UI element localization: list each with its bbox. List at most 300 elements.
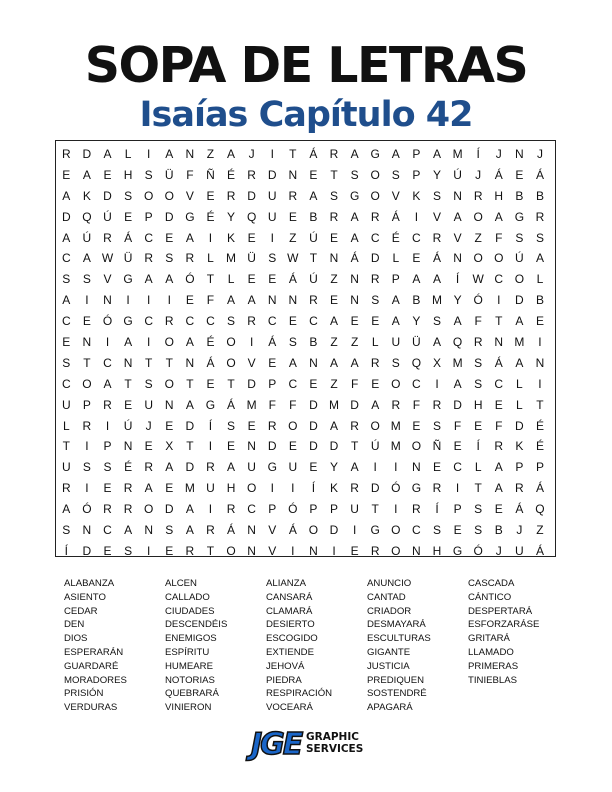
grid-cell: A — [515, 314, 524, 329]
grid-cell: P — [412, 147, 421, 161]
grid-cell: O — [473, 251, 483, 266]
grid-cell: C — [288, 376, 298, 391]
grid-cell: D — [329, 439, 339, 454]
grid-cell: Á — [494, 167, 503, 182]
grid-cell: Z — [536, 523, 544, 538]
grid-cell: T — [62, 439, 70, 454]
grid-cell: Í — [476, 147, 480, 161]
grid-cell: V — [247, 355, 256, 370]
grid-cell: C — [185, 314, 195, 329]
grid-cell: D — [267, 167, 277, 182]
grid-cell: C — [267, 314, 277, 329]
grid-cell: U — [61, 460, 71, 475]
grid-cell: I — [85, 481, 89, 496]
grid-cell: A — [103, 376, 112, 391]
grid-cell: P — [268, 502, 277, 517]
grid-cell: G — [452, 543, 463, 558]
word-list-item: ASIENTO — [64, 591, 106, 603]
grid-cell: I — [270, 481, 274, 496]
grid-cell: J — [475, 167, 482, 182]
grid-cell: S — [124, 543, 133, 558]
grid-cell: E — [453, 523, 462, 538]
grid-cell: U — [350, 502, 359, 517]
grid-cell: A — [62, 293, 71, 308]
grid-cell: R — [288, 188, 298, 203]
grid-cell: Ó — [391, 481, 401, 496]
word-list-item: ENEMIGOS — [165, 633, 217, 645]
grid-cell: D — [515, 418, 524, 433]
grid-cell: I — [455, 481, 460, 496]
grid-cell: D — [247, 376, 256, 391]
grid-cell: Á — [227, 397, 236, 412]
grid-cell: S — [227, 418, 236, 433]
grid-cell: I — [147, 293, 151, 308]
word-list-item: DESPERTARÁ — [468, 605, 533, 617]
grid-cell: K — [330, 481, 339, 496]
grid-cell: F — [495, 418, 503, 433]
grid-cell: O — [246, 481, 257, 496]
grid-cell: T — [124, 376, 132, 391]
word-list-item: MORADORES — [64, 674, 127, 686]
grid-cell: L — [62, 418, 70, 433]
logo-line-1: GRAPHIC — [306, 731, 359, 743]
grid-cell: A — [185, 397, 194, 412]
grid-cell: U — [515, 543, 524, 558]
grid-cell: Ñ — [432, 439, 442, 454]
grid-cell: E — [453, 439, 462, 454]
grid-cell: R — [473, 335, 483, 350]
grid-cell: Ü — [412, 335, 421, 350]
grid-cell: S — [288, 335, 297, 350]
grid-cell: É — [206, 209, 215, 224]
grid-cell: Í — [64, 543, 68, 558]
word-list-item: ALCEN — [165, 578, 197, 589]
grid-cell: A — [227, 293, 236, 308]
grid-cell: I — [85, 439, 89, 454]
grid-cell: Á — [494, 355, 503, 370]
grid-cell: C — [309, 314, 318, 329]
grid-cell: E — [185, 293, 194, 308]
grid-cell: M — [390, 418, 401, 433]
grid-cell: Ó — [473, 293, 483, 308]
grid-cell: A — [494, 481, 503, 496]
grid-cell: L — [536, 272, 544, 287]
grid-cell: C — [412, 523, 421, 538]
grid-cell: R — [329, 209, 339, 224]
grid-cell: D — [515, 293, 524, 308]
grid-cell: E — [247, 272, 256, 287]
grid-cell: R — [247, 314, 256, 329]
grid-cell: E — [165, 543, 174, 558]
grid-cell: E — [309, 460, 318, 475]
grid-cell: P — [391, 272, 400, 287]
grid-cell: O — [370, 167, 380, 182]
word-list-item: SOSTENDRÉ — [367, 688, 427, 700]
grid-cell: E — [350, 543, 359, 558]
grid-cell: U — [247, 460, 256, 475]
grid-cell: A — [432, 272, 441, 287]
grid-cell: Ú — [82, 230, 92, 245]
grid-cell: R — [329, 147, 339, 161]
word-list-item: PRISIÓN — [64, 688, 104, 700]
grid-cell: S — [432, 188, 441, 203]
grid-cell: N — [82, 523, 92, 538]
grid-cell: E — [432, 460, 441, 475]
grid-cell: M — [226, 251, 237, 266]
grid-cell: Ñ — [206, 167, 215, 182]
grid-cell: N — [123, 439, 133, 454]
grid-cell: E — [206, 188, 215, 203]
grid-cell: B — [515, 188, 524, 203]
grid-cell: D — [61, 209, 71, 224]
grid-cell: E — [165, 418, 174, 433]
grid-cell: G — [267, 460, 277, 475]
grid-cell: E — [144, 439, 153, 454]
grid-cell: W — [287, 251, 299, 266]
grid-cell: T — [145, 355, 153, 370]
grid-cell: A — [185, 335, 194, 350]
grid-cell: F — [186, 167, 194, 182]
word-list-item: CALLADO — [165, 591, 210, 603]
grid-cell: D — [370, 481, 380, 496]
grid-cell: J — [536, 147, 543, 161]
grid-cell: A — [350, 355, 359, 370]
grid-cell: I — [291, 481, 295, 496]
grid-cell: O — [473, 209, 483, 224]
grid-cell: A — [515, 355, 524, 370]
grid-cell: D — [329, 523, 339, 538]
grid-cell: N — [123, 355, 133, 370]
word-list-item: DESIERTO — [266, 619, 315, 631]
grid-cell: Ú — [309, 230, 318, 245]
word-list-item: PREDIQUEN — [367, 674, 425, 686]
grid-cell: E — [412, 251, 421, 266]
grid-cell: I — [126, 293, 130, 308]
grid-cell: Ú — [103, 209, 112, 224]
grid-cell: G — [370, 147, 380, 161]
grid-cell: A — [227, 147, 236, 161]
grid-cell: T — [206, 543, 215, 558]
grid-cell: T — [536, 397, 544, 412]
grid-cell: R — [370, 272, 380, 287]
grid-cell: K — [515, 439, 524, 454]
grid-cell: J — [495, 543, 502, 558]
grid-cell: R — [144, 460, 153, 475]
grid-cell: N — [535, 355, 545, 370]
grid-cell: É — [124, 460, 133, 475]
grid-cell: N — [144, 523, 153, 538]
grid-cell: I — [435, 376, 439, 391]
grid-cell: I — [394, 502, 398, 517]
grid-cell: F — [453, 418, 462, 433]
grid-cell: C — [103, 523, 112, 538]
grid-cell: I — [497, 293, 501, 308]
grid-cell: A — [371, 397, 380, 412]
grid-cell: L — [392, 251, 400, 266]
grid-cell: E — [247, 230, 256, 245]
grid-cell: Á — [535, 543, 544, 558]
grid-cell: Á — [206, 355, 215, 370]
grid-cell: Á — [535, 481, 544, 496]
grid-cell: V — [453, 230, 462, 245]
grid-cell: Á — [391, 209, 400, 224]
grid-cell: P — [103, 439, 112, 454]
grid-cell: E — [103, 167, 112, 182]
grid-cell: S — [165, 523, 174, 538]
grid-cell: Ü — [164, 167, 174, 182]
grid-cell: E — [62, 335, 71, 350]
grid-cell: R — [370, 543, 380, 558]
grid-cell: S — [432, 314, 441, 329]
grid-cell: C — [144, 230, 153, 245]
grid-cell: F — [350, 376, 359, 391]
grid-cell: R — [247, 167, 256, 182]
grid-cell: D — [164, 502, 174, 517]
grid-cell: E — [103, 481, 112, 496]
word-list-item: VINIERON — [165, 702, 212, 714]
grid-cell: Í — [311, 481, 316, 496]
grid-cell: E — [288, 439, 297, 454]
grid-cell: A — [330, 314, 339, 329]
word-list-item: ALIANZA — [266, 578, 306, 589]
grid-cell: N — [247, 543, 256, 558]
grid-cell: N — [350, 272, 359, 287]
grid-cell: I — [147, 147, 151, 161]
grid-cell: P — [535, 460, 544, 475]
grid-cell: R — [535, 209, 545, 224]
grid-cell: P — [144, 209, 153, 224]
grid-cell: R — [432, 481, 442, 496]
grid-cell: D — [185, 460, 195, 475]
grid-cell: A — [247, 293, 256, 308]
grid-cell: G — [514, 209, 525, 224]
word-list-item: PIEDRA — [266, 674, 302, 686]
grid-cell: N — [412, 460, 421, 475]
grid-cell: E — [309, 167, 318, 182]
grid-cell: N — [350, 293, 359, 308]
word-list-item: CRIADOR — [367, 605, 412, 617]
grid-cell: J — [495, 147, 502, 161]
grid-cell: E — [268, 355, 277, 370]
word-list-item: LLAMADO — [468, 646, 514, 658]
grid-cell: F — [412, 397, 421, 412]
grid-cell: R — [226, 188, 236, 203]
grid-cell: R — [350, 418, 359, 433]
grid-cell: V — [185, 188, 194, 203]
grid-cell: C — [494, 376, 504, 391]
grid-cell: Y — [412, 314, 421, 329]
word-list-item: DIOS — [64, 633, 88, 645]
grid-cell: R — [432, 230, 442, 245]
grid-cell: S — [391, 167, 400, 182]
grid-cell: A — [185, 523, 194, 538]
grid-cell: S — [268, 251, 277, 266]
grid-cell: K — [82, 188, 91, 203]
grid-cell: R — [412, 502, 421, 517]
grid-cell: Q — [452, 335, 463, 350]
grid-cell: V — [268, 543, 277, 558]
grid-cell: I — [352, 523, 357, 538]
grid-cell: Í — [208, 418, 213, 433]
grid-cell: S — [391, 355, 400, 370]
grid-cell: I — [208, 439, 213, 454]
grid-cell: N — [309, 543, 318, 558]
grid-cell: N — [412, 543, 421, 558]
grid-cell: M — [390, 439, 401, 454]
word-list-item: ESPÍRITU — [165, 646, 210, 658]
grid-cell: N — [164, 397, 174, 412]
grid-cell: V — [432, 209, 441, 224]
grid-cell: N — [453, 188, 462, 203]
grid-cell: Á — [124, 230, 133, 245]
grid-cell: D — [453, 397, 462, 412]
grid-cell: P — [330, 502, 339, 517]
grid-cell: G — [123, 272, 133, 287]
grid-cell: A — [494, 460, 503, 475]
grid-cell: X — [432, 355, 441, 370]
grid-cell: Á — [288, 272, 297, 287]
grid-cell: S — [62, 523, 71, 538]
grid-cell: A — [165, 460, 174, 475]
grid-cell: E — [62, 167, 71, 182]
grid-cell: T — [495, 314, 503, 329]
grid-cell: B — [412, 293, 421, 308]
grid-cell: U — [391, 335, 401, 350]
word-list-item: EXTIENDE — [266, 646, 314, 658]
grid-cell: I — [332, 543, 336, 558]
grid-cell: R — [164, 314, 174, 329]
logo-text — [306, 731, 366, 755]
grid-cell: M — [452, 147, 463, 161]
grid-cell: D — [103, 188, 112, 203]
grid-cell: S — [227, 314, 236, 329]
grid-cell: P — [515, 460, 524, 475]
grid-cell: I — [147, 543, 151, 558]
grid-cell: O — [370, 418, 380, 433]
grid-cell: I — [208, 502, 213, 517]
grid-cell: I — [373, 460, 377, 475]
word-list-item: CANTAD — [367, 591, 406, 603]
grid-cell: D — [309, 418, 318, 433]
grid-cell: A — [453, 314, 462, 329]
grid-cell: E — [165, 481, 174, 496]
grid-cell: D — [82, 147, 92, 161]
grid-cell: B — [309, 209, 318, 224]
grid-cell: T — [474, 481, 482, 496]
grid-cell: Á — [288, 523, 297, 538]
grid-cell: T — [165, 355, 173, 370]
grid-cell: G — [370, 523, 380, 538]
grid-cell: Q — [246, 209, 257, 224]
grid-cell: O — [308, 523, 319, 538]
grid-cell: U — [61, 397, 71, 412]
grid-cell: C — [103, 355, 112, 370]
grid-cell: K — [412, 188, 421, 203]
grid-cell: I — [208, 230, 213, 245]
grid-cell: L — [474, 460, 482, 475]
grid-cell: R — [61, 147, 71, 161]
grid-cell: Y — [330, 460, 339, 475]
grid-cell: A — [144, 272, 153, 287]
grid-cell: E — [103, 543, 112, 558]
grid-cell: G — [123, 314, 133, 329]
grid-cell: T — [227, 376, 235, 391]
grid-cell: S — [432, 523, 441, 538]
grid-cell: Ó — [473, 543, 483, 558]
word-list-item: ANUNCIO — [367, 578, 412, 589]
grid-cell: M — [329, 397, 340, 412]
grid-cell: É — [391, 230, 400, 245]
grid-cell: D — [185, 418, 195, 433]
grid-cell: N — [185, 147, 195, 161]
logo — [251, 728, 363, 762]
grid-cell: E — [268, 272, 277, 287]
grid-cell: F — [474, 314, 482, 329]
grid-cell: R — [473, 188, 483, 203]
word-list-item: VERDURAS — [64, 702, 118, 714]
grid-cell: Á — [350, 251, 359, 266]
grid-cell: M — [431, 293, 442, 308]
grid-cell: B — [494, 523, 503, 538]
grid-cell: C — [61, 314, 71, 329]
grid-cell: S — [62, 272, 71, 287]
grid-cell: J — [516, 523, 523, 538]
grid-cell: A — [412, 272, 421, 287]
grid-cell: A — [82, 167, 91, 182]
grid-cell: I — [147, 335, 151, 350]
grid-cell: A — [144, 481, 153, 496]
grid-cell: E — [288, 314, 297, 329]
grid-cell: F — [268, 397, 276, 412]
grid-cell: Á — [309, 147, 318, 161]
word-list-item: DESMAYARÁ — [367, 619, 426, 631]
grid-cell: L — [516, 397, 523, 412]
word-list-item: CANSARÁ — [266, 591, 313, 603]
grid-cell: O — [164, 188, 174, 203]
grid-cell: N — [453, 251, 462, 266]
grid-cell: M — [514, 335, 525, 350]
grid-cell: A — [391, 147, 400, 161]
grid-cell: A — [185, 502, 194, 517]
grid-cell: E — [330, 230, 339, 245]
grid-cell: É — [227, 167, 236, 182]
grid-cell: O — [144, 502, 154, 517]
grid-cell: Z — [330, 272, 338, 287]
grid-cell: O — [144, 188, 154, 203]
grid-cell: R — [185, 543, 195, 558]
grid-cell: T — [289, 147, 297, 161]
grid-cell: I — [414, 209, 419, 224]
grid-cell: A — [350, 209, 359, 224]
grid-cell: C — [370, 230, 380, 245]
word-list-item: HUMEARE — [165, 660, 213, 672]
grid-cell: L — [516, 376, 523, 391]
grid-cell: N — [267, 293, 277, 308]
grid-cell: E — [227, 439, 236, 454]
word-list-item: JEHOVÁ — [266, 660, 305, 672]
grid-cell: C — [144, 314, 153, 329]
grid-cell: O — [226, 355, 236, 370]
grid-cell: R — [350, 481, 359, 496]
grid-cell: I — [105, 335, 110, 350]
grid-cell: A — [432, 147, 441, 161]
grid-cell: Ü — [123, 251, 133, 266]
grid-cell: S — [82, 460, 91, 475]
grid-cell: O — [411, 439, 422, 454]
grid-cell: É — [535, 439, 544, 454]
grid-cell: O — [391, 376, 401, 391]
grid-cell: S — [371, 293, 380, 308]
